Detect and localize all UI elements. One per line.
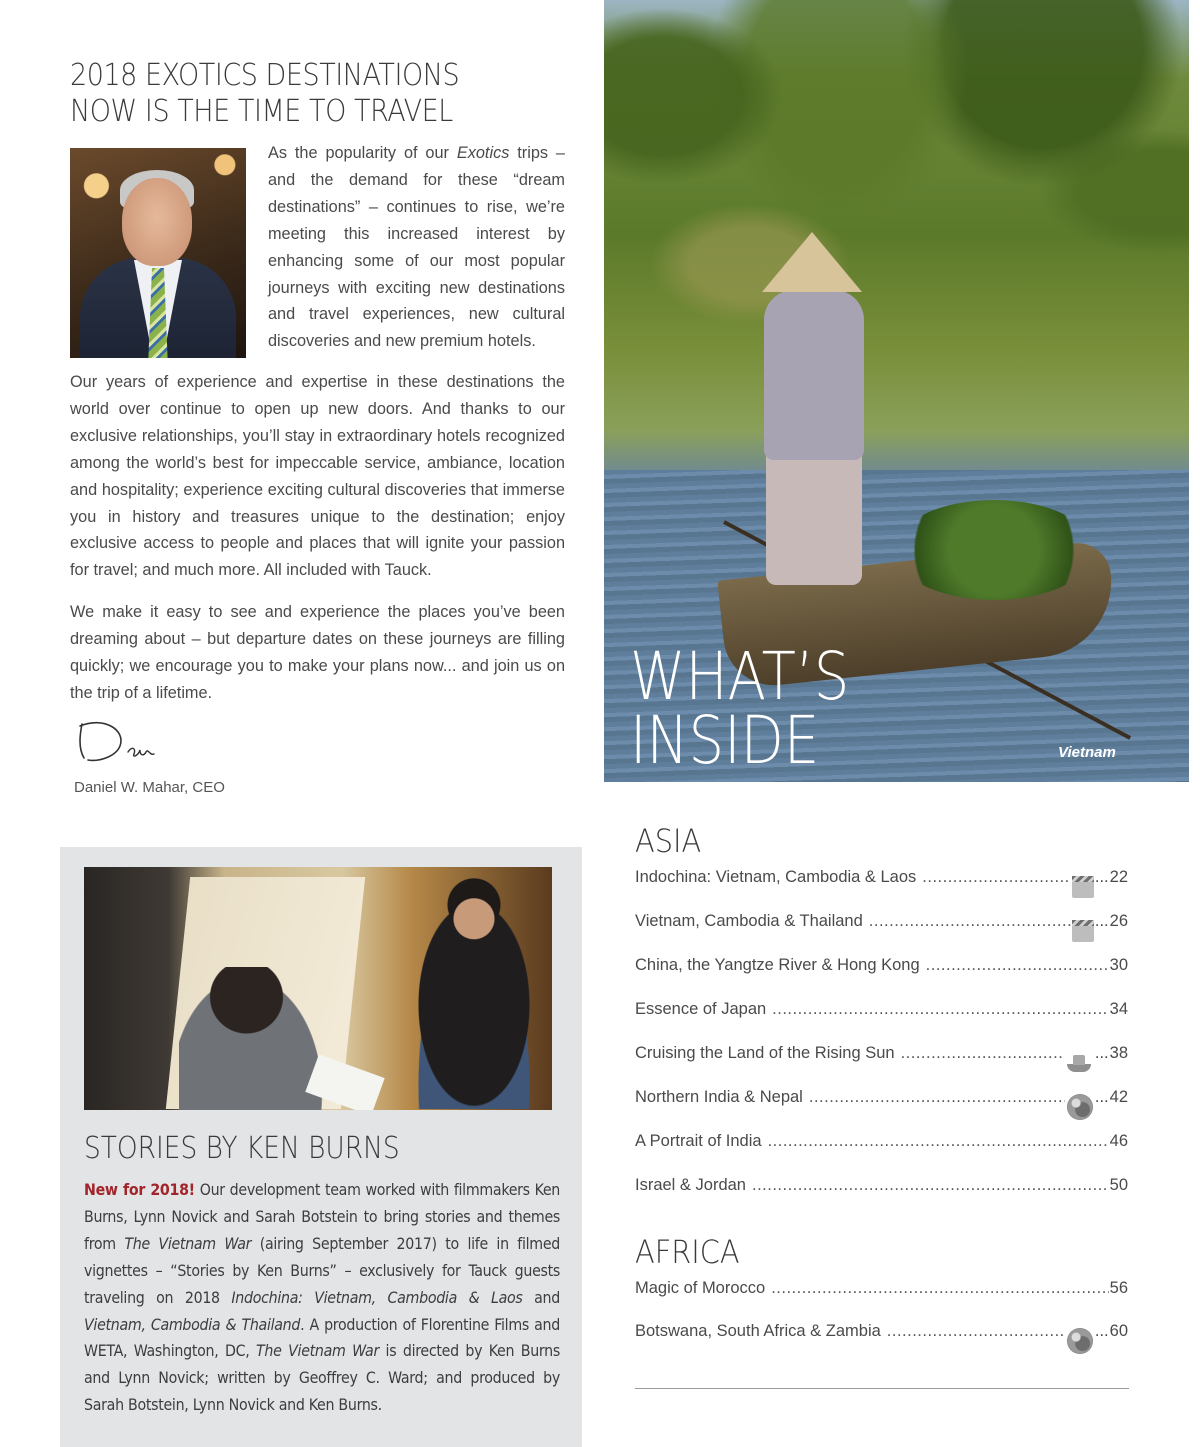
toc-entry[interactable] bbox=[635, 956, 1128, 1000]
toc-page-number: 30 bbox=[1109, 956, 1128, 974]
toc-page-number: 56 bbox=[1109, 1279, 1128, 1297]
africa-section-title: AFRICA bbox=[635, 1233, 740, 1271]
leader-dots: ... bbox=[1094, 1044, 1109, 1062]
toc-page-number: 38 bbox=[1109, 1044, 1128, 1062]
asia-trip-list bbox=[635, 868, 1128, 1220]
new-for-2018-label: New for 2018! bbox=[84, 1180, 195, 1199]
toc-entry[interactable] bbox=[635, 1132, 1128, 1176]
toc-entry[interactable] bbox=[635, 1088, 1128, 1132]
toc-page-number: 60 bbox=[1109, 1322, 1128, 1340]
intro-paragraph: As the popularity of our Exotics trips – and the demand for these “dream destinations” – continues to rise, we’re meeting this increased interest by enhancing some of our most popular journeys with exciting new destinations and travel experiences, new cultural discoveries and new premium hotels. bbox=[268, 144, 565, 351]
toc-entry-title: Israel & Jordan bbox=[635, 1176, 746, 1194]
toc-page-number: 46 bbox=[1109, 1132, 1128, 1150]
leader-dots: ... bbox=[1094, 912, 1109, 930]
leader-dots: ... bbox=[1094, 1322, 1109, 1340]
toc-entry-title: Botswana, South Africa & Zambia bbox=[635, 1322, 881, 1340]
toc-entry-title: China, the Yangtze River & Hong Kong bbox=[635, 956, 920, 974]
closing-paragraph: We make it easy to see and experience the places you’ve been dreaming about – but departure dates on these journeys are filling quickly; we encourage you to make your plans now... and join us on the trip of a lifetime. bbox=[70, 603, 565, 702]
toc-page-number: 26 bbox=[1109, 912, 1128, 930]
toc-entry-title: Essence of Japan bbox=[635, 1000, 767, 1018]
experience-paragraph: Our years of experience and expertise in these destinations the world over continue to open up new doors. And thanks to our exclusive relationships, you’ll stay in extraordinary hotels recognized among the world’s best for impeccable service, ambiance, location and hospitality; experience exciting cultural discoveries that immerse you in history and treasures unique to the destination; enjoy exclusive access to people and places that will ignite your passion for travel; and much more. All included with Tauck. bbox=[70, 373, 565, 580]
page-title-line-2: NOW IS THE TIME TO TRAVEL bbox=[70, 94, 453, 129]
leader-dots bbox=[768, 1132, 1109, 1151]
leader-dots bbox=[926, 956, 1109, 975]
leader-dots bbox=[752, 1176, 1109, 1195]
toc-page-number: 50 bbox=[1109, 1176, 1128, 1194]
toc-entry-title: Vietnam, Cambodia & Thailand bbox=[635, 912, 863, 930]
leader-dots bbox=[901, 1044, 1063, 1063]
toc-page-number: 34 bbox=[1109, 1000, 1128, 1018]
photo-caption: Vietnam bbox=[1058, 744, 1116, 761]
africa-trip-list bbox=[635, 1279, 1128, 1365]
leader-dots bbox=[887, 1322, 1065, 1341]
toc-entry[interactable] bbox=[635, 1044, 1128, 1088]
toc-entry[interactable] bbox=[635, 868, 1128, 912]
toc-entry-title: A Portrait of India bbox=[635, 1132, 762, 1150]
globe-icon bbox=[1067, 1328, 1093, 1354]
cruise-ship-icon bbox=[1065, 1051, 1093, 1075]
leader-dots bbox=[809, 1088, 1065, 1107]
signer-name: Daniel W. Mahar, CEO bbox=[74, 779, 225, 796]
leader-dots bbox=[771, 1279, 1108, 1298]
ceo-signature bbox=[74, 712, 174, 772]
leader-dots bbox=[922, 868, 1071, 887]
toc-page-number: 42 bbox=[1109, 1088, 1128, 1106]
leader-dots bbox=[869, 912, 1071, 931]
ken-burns-title: STORIES BY KEN BURNS bbox=[84, 1131, 400, 1166]
leader-dots: ... bbox=[1094, 868, 1109, 886]
toc-entry-title: Northern India & Nepal bbox=[635, 1088, 803, 1106]
asia-section-title: ASIA bbox=[635, 822, 702, 860]
whats-inside-heading: WHAT’S INSIDE bbox=[630, 638, 850, 779]
toc-entry-title: Magic of Morocco bbox=[635, 1279, 766, 1297]
leader-dots: ... bbox=[1094, 1088, 1109, 1106]
globe-icon bbox=[1067, 1094, 1093, 1120]
toc-entry-title: Indochina: Vietnam, Cambodia & Laos bbox=[635, 868, 917, 886]
toc-entry[interactable] bbox=[635, 1176, 1128, 1220]
ken-burns-description: New for 2018! Our development team worked with filmmakers Ken Burns, Lynn Novick and Sarah Botstein to bring stories and themes from The Vietnam War (airing September 2017) to life in filmed vignettes – “Stories by Ken Burns” – exclusively for Tauck guests traveling on 2018 Indochina: Vietnam, Cambodia & Laos and Vietnam, Cambodia & Thailand. A production of Florentine Films and WETA, Washington, DC, The Vietnam War is directed by Ken Burns and Lynn Novick; written by Geoffrey C. Ward; and produced by Sarah Botstein, Lynn Novick and Ken Burns. bbox=[84, 1180, 561, 1415]
toc-page-number: 22 bbox=[1109, 868, 1128, 886]
toc-entry[interactable] bbox=[635, 1000, 1128, 1044]
film-clapper-icon bbox=[1072, 920, 1094, 942]
divider bbox=[635, 1388, 1129, 1389]
ken-burns-interview-photo bbox=[84, 867, 552, 1110]
page-title-line-1: 2018 EXOTICS DESTINATIONS bbox=[70, 58, 460, 93]
leader-dots bbox=[772, 1000, 1108, 1019]
toc-entry[interactable] bbox=[635, 912, 1128, 956]
toc-entry-title: Cruising the Land of the Rising Sun bbox=[635, 1044, 895, 1062]
film-clapper-icon bbox=[1072, 876, 1094, 898]
toc-entry[interactable] bbox=[635, 1322, 1128, 1365]
ceo-portrait-photo bbox=[70, 148, 246, 358]
toc-entry[interactable] bbox=[635, 1279, 1128, 1322]
